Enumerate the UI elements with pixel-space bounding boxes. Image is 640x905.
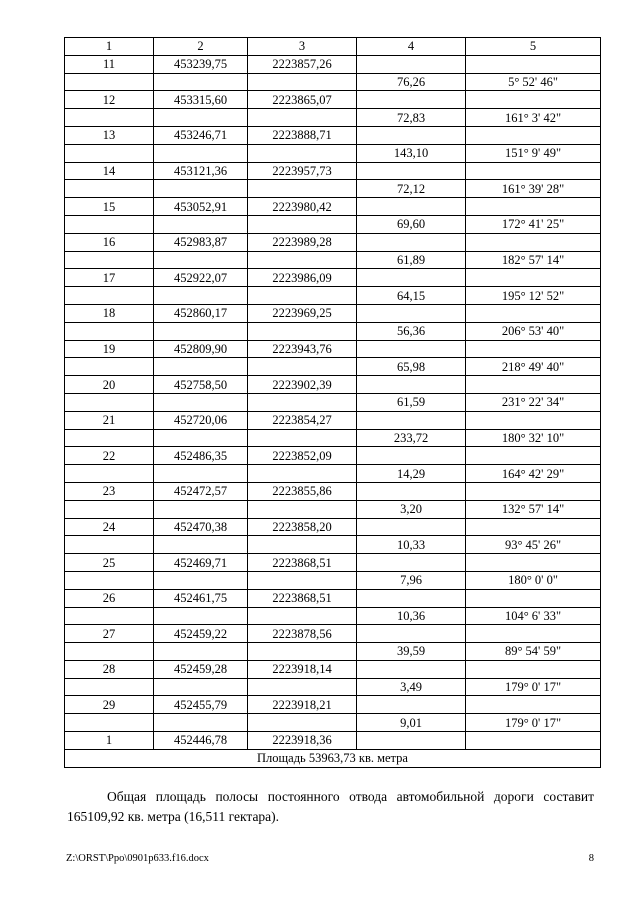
table-row bbox=[65, 482, 601, 500]
table-row bbox=[65, 144, 601, 162]
table-cell bbox=[248, 393, 357, 411]
table-cell bbox=[357, 91, 466, 109]
table-row bbox=[65, 109, 601, 127]
table-cell: 452809,90 bbox=[154, 340, 248, 358]
table-cell bbox=[248, 322, 357, 340]
table-cell bbox=[65, 678, 154, 696]
table-cell: 2223852,09 bbox=[248, 447, 357, 465]
table-cell: 2223868,51 bbox=[248, 554, 357, 572]
table-cell: 3,20 bbox=[357, 500, 466, 518]
table-row bbox=[65, 180, 601, 198]
table-row bbox=[65, 536, 601, 554]
table-row bbox=[65, 696, 601, 714]
table-row bbox=[65, 73, 601, 91]
table-row bbox=[65, 358, 601, 376]
table-cell: 29 bbox=[65, 696, 154, 714]
table-row bbox=[65, 714, 601, 732]
table-row bbox=[65, 732, 601, 750]
table-cell bbox=[466, 233, 601, 251]
table-cell bbox=[357, 482, 466, 500]
table-cell: 452459,28 bbox=[154, 660, 248, 678]
table-cell bbox=[154, 607, 248, 625]
table-cell bbox=[357, 625, 466, 643]
table-cell: 218° 49' 40" bbox=[466, 358, 601, 376]
table-cell bbox=[357, 198, 466, 216]
table-row bbox=[65, 607, 601, 625]
table-cell bbox=[357, 411, 466, 429]
table-row bbox=[65, 500, 601, 518]
table-cell bbox=[154, 429, 248, 447]
table-cell: 61,89 bbox=[357, 251, 466, 269]
table-cell bbox=[248, 643, 357, 661]
table-row bbox=[65, 162, 601, 180]
table-cell: 28 bbox=[65, 660, 154, 678]
table-cell: 11 bbox=[65, 55, 154, 73]
table-cell: 195° 12' 52" bbox=[466, 287, 601, 305]
table-cell: 182° 57' 14" bbox=[466, 251, 601, 269]
table-cell bbox=[466, 625, 601, 643]
table-cell bbox=[65, 180, 154, 198]
table-cell: 164° 42' 29" bbox=[466, 465, 601, 483]
table-cell bbox=[248, 571, 357, 589]
table-cell bbox=[65, 109, 154, 127]
table-cell: 19 bbox=[65, 340, 154, 358]
table-cell: 2223858,20 bbox=[248, 518, 357, 536]
summary-paragraph bbox=[67, 787, 594, 827]
table-cell: 452472,57 bbox=[154, 482, 248, 500]
table-cell bbox=[466, 162, 601, 180]
footer-file-path: Z:\ORST\Ppo\0901p633.f16.docx bbox=[66, 853, 209, 864]
table-cell bbox=[466, 411, 601, 429]
table-cell: 180° 0' 0" bbox=[466, 571, 601, 589]
table-row bbox=[65, 660, 601, 678]
table-cell: 10,33 bbox=[357, 536, 466, 554]
table-row bbox=[65, 447, 601, 465]
table-cell bbox=[154, 393, 248, 411]
table-cell: 453315,60 bbox=[154, 91, 248, 109]
table-cell bbox=[65, 215, 154, 233]
table-cell: 2223865,07 bbox=[248, 91, 357, 109]
table-cell: 452758,50 bbox=[154, 376, 248, 394]
table-cell: 180° 32' 10" bbox=[466, 429, 601, 447]
table-cell bbox=[248, 73, 357, 91]
table-cell: 452469,71 bbox=[154, 554, 248, 572]
table-cell bbox=[466, 732, 601, 750]
table-cell: 2223943,76 bbox=[248, 340, 357, 358]
table-cell: 179° 0' 17" bbox=[466, 714, 601, 732]
table-cell: 21 bbox=[65, 411, 154, 429]
table-cell bbox=[466, 269, 601, 287]
table-cell: 452446,78 bbox=[154, 732, 248, 750]
table-row bbox=[65, 589, 601, 607]
table-cell: 72,12 bbox=[357, 180, 466, 198]
table-cell bbox=[65, 393, 154, 411]
table-cell bbox=[248, 109, 357, 127]
table-cell: 452459,22 bbox=[154, 625, 248, 643]
table-cell bbox=[357, 732, 466, 750]
table-cell: 22 bbox=[65, 447, 154, 465]
table-cell bbox=[65, 465, 154, 483]
table-cell: 233,72 bbox=[357, 429, 466, 447]
table-cell bbox=[357, 304, 466, 322]
table-cell: 65,98 bbox=[357, 358, 466, 376]
table-cell bbox=[248, 180, 357, 198]
table-cell: 132° 57' 14" bbox=[466, 500, 601, 518]
table-row bbox=[65, 55, 601, 73]
table-cell bbox=[248, 251, 357, 269]
table-cell: 5° 52' 46" bbox=[466, 73, 601, 91]
table-cell bbox=[248, 678, 357, 696]
table-row bbox=[65, 678, 601, 696]
table-cell bbox=[154, 322, 248, 340]
table-cell bbox=[466, 589, 601, 607]
table-cell: 7,96 bbox=[357, 571, 466, 589]
table-cell bbox=[65, 251, 154, 269]
table-cell bbox=[154, 215, 248, 233]
table-cell: 206° 53' 40" bbox=[466, 322, 601, 340]
table-cell bbox=[466, 198, 601, 216]
table-row bbox=[65, 518, 601, 536]
table-cell bbox=[357, 233, 466, 251]
table-cell: 15 bbox=[65, 198, 154, 216]
table-cell: 453246,71 bbox=[154, 126, 248, 144]
table-cell bbox=[65, 322, 154, 340]
table-cell: 2223989,28 bbox=[248, 233, 357, 251]
table-cell: 2223854,27 bbox=[248, 411, 357, 429]
table-cell: 56,36 bbox=[357, 322, 466, 340]
table-cell bbox=[65, 500, 154, 518]
column-header-1: 1 bbox=[65, 38, 154, 56]
table-cell: 18 bbox=[65, 304, 154, 322]
table-body bbox=[65, 38, 601, 768]
table-cell bbox=[466, 304, 601, 322]
table-cell: 69,60 bbox=[357, 215, 466, 233]
table-cell bbox=[357, 518, 466, 536]
coordinates-table bbox=[64, 37, 601, 768]
table-cell bbox=[65, 358, 154, 376]
summary-text: Общая площадь полосы постоянного отвода автомобильной дороги составит 165109,92 кв. метра (16,511 гектара). bbox=[67, 789, 594, 824]
table-cell bbox=[466, 376, 601, 394]
table-cell: 13 bbox=[65, 126, 154, 144]
column-header-2: 2 bbox=[154, 38, 248, 56]
table-cell: 12 bbox=[65, 91, 154, 109]
table-cell bbox=[154, 536, 248, 554]
table-cell: 2223986,09 bbox=[248, 269, 357, 287]
table-cell: 25 bbox=[65, 554, 154, 572]
table-cell bbox=[248, 536, 357, 554]
table-cell: 39,59 bbox=[357, 643, 466, 661]
table-cell bbox=[466, 91, 601, 109]
table-row bbox=[65, 429, 601, 447]
table-cell bbox=[154, 571, 248, 589]
table-cell: 1 bbox=[65, 732, 154, 750]
table-cell bbox=[65, 571, 154, 589]
table-cell: 452922,07 bbox=[154, 269, 248, 287]
table-cell: 2223980,42 bbox=[248, 198, 357, 216]
table-cell bbox=[248, 500, 357, 518]
table-row bbox=[65, 91, 601, 109]
table-cell: 2223868,51 bbox=[248, 589, 357, 607]
table-cell bbox=[65, 643, 154, 661]
table-cell: 2223902,39 bbox=[248, 376, 357, 394]
table-cell: 14,29 bbox=[357, 465, 466, 483]
table-cell: 26 bbox=[65, 589, 154, 607]
table-cell: 10,36 bbox=[357, 607, 466, 625]
table-cell: 452470,38 bbox=[154, 518, 248, 536]
table-cell: 2223888,71 bbox=[248, 126, 357, 144]
table-cell bbox=[65, 536, 154, 554]
table-cell: 2223855,86 bbox=[248, 482, 357, 500]
table-cell: 64,15 bbox=[357, 287, 466, 305]
table-cell bbox=[466, 518, 601, 536]
table-cell bbox=[357, 55, 466, 73]
table-row bbox=[65, 411, 601, 429]
table-cell bbox=[466, 660, 601, 678]
page-number: 8 bbox=[588, 853, 594, 864]
table-cell: 453121,36 bbox=[154, 162, 248, 180]
table-cell bbox=[65, 607, 154, 625]
table-cell bbox=[357, 269, 466, 287]
table-cell: 76,26 bbox=[357, 73, 466, 91]
table-cell bbox=[154, 500, 248, 518]
table-cell: 17 bbox=[65, 269, 154, 287]
table-cell bbox=[248, 465, 357, 483]
table-cell bbox=[357, 376, 466, 394]
column-header-5: 5 bbox=[466, 38, 601, 56]
column-header-3: 3 bbox=[248, 38, 357, 56]
table-cell bbox=[248, 714, 357, 732]
table-cell bbox=[466, 554, 601, 572]
table-cell: 172° 41' 25" bbox=[466, 215, 601, 233]
table-cell: 14 bbox=[65, 162, 154, 180]
table-cell: 2223878,56 bbox=[248, 625, 357, 643]
table-cell bbox=[248, 287, 357, 305]
table-cell: 23 bbox=[65, 482, 154, 500]
table-cell: 143,10 bbox=[357, 144, 466, 162]
table-row bbox=[65, 233, 601, 251]
table-cell: 452720,06 bbox=[154, 411, 248, 429]
table-cell: 161° 3' 42" bbox=[466, 109, 601, 127]
table-row bbox=[65, 304, 601, 322]
table-row bbox=[65, 251, 601, 269]
table-cell: 2223957,73 bbox=[248, 162, 357, 180]
table-cell bbox=[154, 358, 248, 376]
table-cell: 179° 0' 17" bbox=[466, 678, 601, 696]
table-cell: 2223918,21 bbox=[248, 696, 357, 714]
table-cell bbox=[357, 554, 466, 572]
table-cell: 104° 6' 33" bbox=[466, 607, 601, 625]
table-cell bbox=[154, 287, 248, 305]
table-cell bbox=[154, 714, 248, 732]
table-row bbox=[65, 287, 601, 305]
table-cell: 151° 9' 49" bbox=[466, 144, 601, 162]
table-row bbox=[65, 643, 601, 661]
table-cell bbox=[357, 340, 466, 358]
table-cell bbox=[466, 55, 601, 73]
area-total: Площадь 53963,73 кв. метра bbox=[65, 749, 601, 767]
table-cell: 16 bbox=[65, 233, 154, 251]
table-cell: 93° 45' 26" bbox=[466, 536, 601, 554]
table-cell: 9,01 bbox=[357, 714, 466, 732]
table-cell: 161° 39' 28" bbox=[466, 180, 601, 198]
table-row bbox=[65, 393, 601, 411]
table-cell bbox=[357, 660, 466, 678]
table-cell bbox=[154, 465, 248, 483]
table-row bbox=[65, 340, 601, 358]
table-row bbox=[65, 215, 601, 233]
table-cell: 452486,35 bbox=[154, 447, 248, 465]
table-cell bbox=[466, 482, 601, 500]
table-cell bbox=[154, 678, 248, 696]
table-cell: 72,83 bbox=[357, 109, 466, 127]
table-cell bbox=[248, 215, 357, 233]
table-cell: 20 bbox=[65, 376, 154, 394]
table-cell: 452461,75 bbox=[154, 589, 248, 607]
table-cell: 27 bbox=[65, 625, 154, 643]
table-cell bbox=[65, 73, 154, 91]
table-cell bbox=[154, 73, 248, 91]
table-cell bbox=[466, 696, 601, 714]
table-cell: 61,59 bbox=[357, 393, 466, 411]
table-row bbox=[65, 465, 601, 483]
table-cell: 453239,75 bbox=[154, 55, 248, 73]
table-cell bbox=[248, 144, 357, 162]
table-row bbox=[65, 269, 601, 287]
table-cell bbox=[154, 180, 248, 198]
table-cell bbox=[357, 126, 466, 144]
table-cell: 2223857,26 bbox=[248, 55, 357, 73]
table-header-row bbox=[65, 38, 601, 56]
table-row bbox=[65, 625, 601, 643]
table-cell bbox=[248, 429, 357, 447]
table-cell: 2223969,25 bbox=[248, 304, 357, 322]
table-row bbox=[65, 322, 601, 340]
table-cell: 3,49 bbox=[357, 678, 466, 696]
table-cell: 453052,91 bbox=[154, 198, 248, 216]
table-cell: 452983,87 bbox=[154, 233, 248, 251]
table-cell bbox=[154, 251, 248, 269]
column-header-4: 4 bbox=[357, 38, 466, 56]
table-cell: 231° 22' 34" bbox=[466, 393, 601, 411]
table-cell bbox=[357, 589, 466, 607]
table-row bbox=[65, 554, 601, 572]
table-cell bbox=[154, 643, 248, 661]
table-cell bbox=[248, 358, 357, 376]
table-cell bbox=[65, 429, 154, 447]
table-cell: 452860,17 bbox=[154, 304, 248, 322]
table-cell bbox=[248, 607, 357, 625]
table-cell bbox=[65, 714, 154, 732]
table-row bbox=[65, 198, 601, 216]
table-cell: 89° 54' 59" bbox=[466, 643, 601, 661]
table-cell: 452455,79 bbox=[154, 696, 248, 714]
area-row bbox=[65, 749, 601, 767]
table-cell bbox=[65, 144, 154, 162]
table-cell bbox=[466, 126, 601, 144]
table-cell bbox=[65, 287, 154, 305]
table-cell bbox=[154, 109, 248, 127]
table-cell bbox=[466, 340, 601, 358]
table-row bbox=[65, 126, 601, 144]
table-cell bbox=[357, 447, 466, 465]
table-cell: 2223918,14 bbox=[248, 660, 357, 678]
table-cell: 2223918,36 bbox=[248, 732, 357, 750]
table-cell bbox=[357, 696, 466, 714]
table-row bbox=[65, 376, 601, 394]
table-cell: 24 bbox=[65, 518, 154, 536]
table-row bbox=[65, 571, 601, 589]
table-cell bbox=[154, 144, 248, 162]
table-cell bbox=[466, 447, 601, 465]
table-cell bbox=[357, 162, 466, 180]
